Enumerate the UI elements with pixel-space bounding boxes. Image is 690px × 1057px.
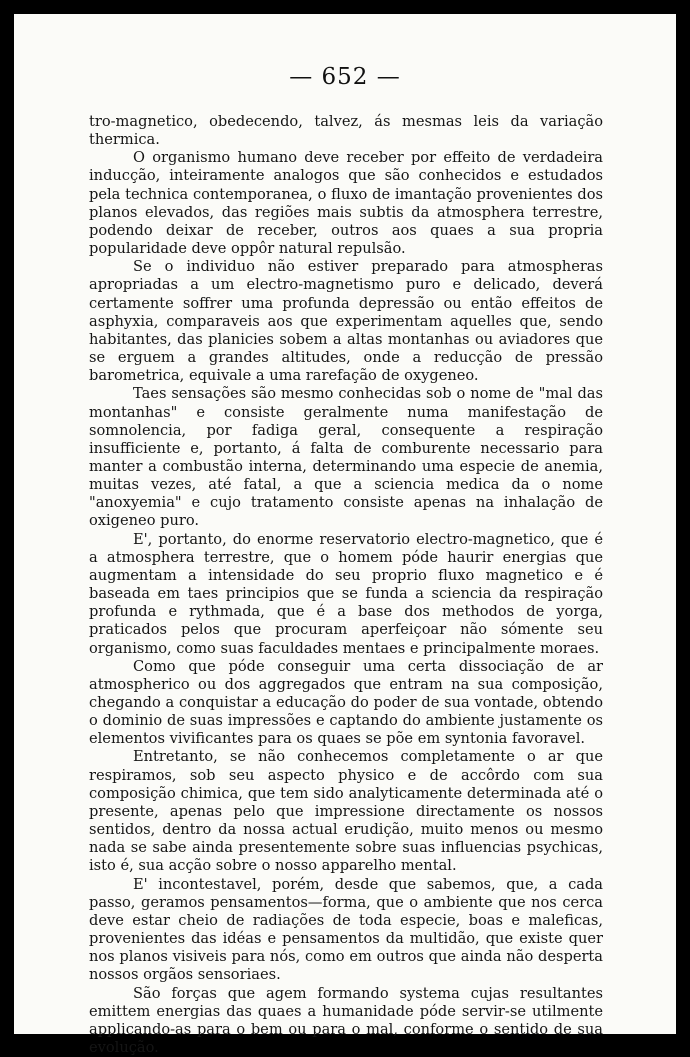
paragraph: E', portanto, do enorme reservatorio electro-magnetico, que é a atmosphera terrestre, que o homem póde haurir energias que augmentam a intensidade do seu proprio fluxo magnetico e é baseada em taes principios que se funda a sciencia da respiração profunda e rythmada, que é a base dos methodos de yorga, praticados pelos que procuram aperfeiçoar não sómente seu organismo, como suas faculdades mentaes e principalmente moraes.	[89, 531, 603, 658]
page-number: — 652 —	[14, 64, 676, 90]
paragraph: Se o individuo não estiver preparado para atmospheras apropriadas a um electro-magnetismo puro e delicado, deverá certamente soffrer uma profunda depressão ou então effeitos de asphyxia, comparaveis aos que experimentam aquelles que, sendo habitantes, das planicies sobem a altas montanhas ou aviadores que se erguem a grandes altitudes, onde a reducção de pressão barometrica, equivale a uma rarefação de oxygeneo.	[89, 258, 603, 385]
paragraph: São forças que agem formando systema cujas resultantes emittem energias das quaes a humanidade póde servir-se utilmente applicando-as para o bem ou para o mal, conforme o sentido de sua evolução.	[89, 985, 603, 1057]
paragraph: Entretanto, se não conhecemos completamente o ar que respiramos, sob seu aspecto physico e de accôrdo com sua composição chimica, que tem sido analyticamente determinada até o presente, apenas pelo que impressione directamente os nossos sentidos, dentro da nossa actual erudição, muito menos ou mesmo nada se sabe ainda presentemente sobre suas influencias psychicas, isto é, sua acção sobre o nosso apparelho mental.	[89, 748, 603, 875]
page-sheet	[14, 14, 676, 1034]
paragraph: O organismo humano deve receber por effeito de verdadeira inducção, inteiramente analogos que são conhecidos e estudados pela technica contemporanea, o fluxo de imantação provenientes dos planos elevados, das regiões mais subtis da atmosphera terrestre, podendo deixar de receber, outros aos quaes a sua propria popularidade deve oppôr natural repulsão.	[89, 149, 603, 258]
paragraph: Taes sensações são mesmo conhecidas sob o nome de "mal das montanhas" e consiste geralmente numa manifestação de somnolencia, por fadiga geral, consequente a respiração insufficiente e, portanto, á falta de comburente necessario para manter a combustão interna, determinando uma especie de anemia, muitas vezes, até fatal, a que a sciencia medica da o nome "anoxyemia" e cujo tratamento consiste apenas na inhalação de oxigeneo puro.	[89, 385, 603, 530]
paragraph-continuation: tro-magnetico, obedecendo, talvez, ás mesmas leis da variação thermica.	[89, 113, 603, 149]
paragraph: Como que póde conseguir uma certa dissociação de ar atmospherico ou dos aggregados que entram na sua composição, chegando a conquistar a educação do poder de sua vontade, obtendo o dominio de suas impressões e captando do ambiente justamente os elementos vivificantes para os quaes se põe em syntonia favoravel.	[89, 658, 603, 749]
paragraph: E' incontestavel, porém, desde que sabemos, que, a cada passo, geramos pensamentos—forma, que o ambiente que nos cerca deve estar cheio de radiações de toda especie, boas e maleficas, provenientes das idéas e pensamentos da multidão, que existe quer nos planos visiveis para nós, como em outros que ainda não desperta nossos orgãos sensoriaes.	[89, 876, 603, 985]
body-text	[89, 113, 603, 1057]
